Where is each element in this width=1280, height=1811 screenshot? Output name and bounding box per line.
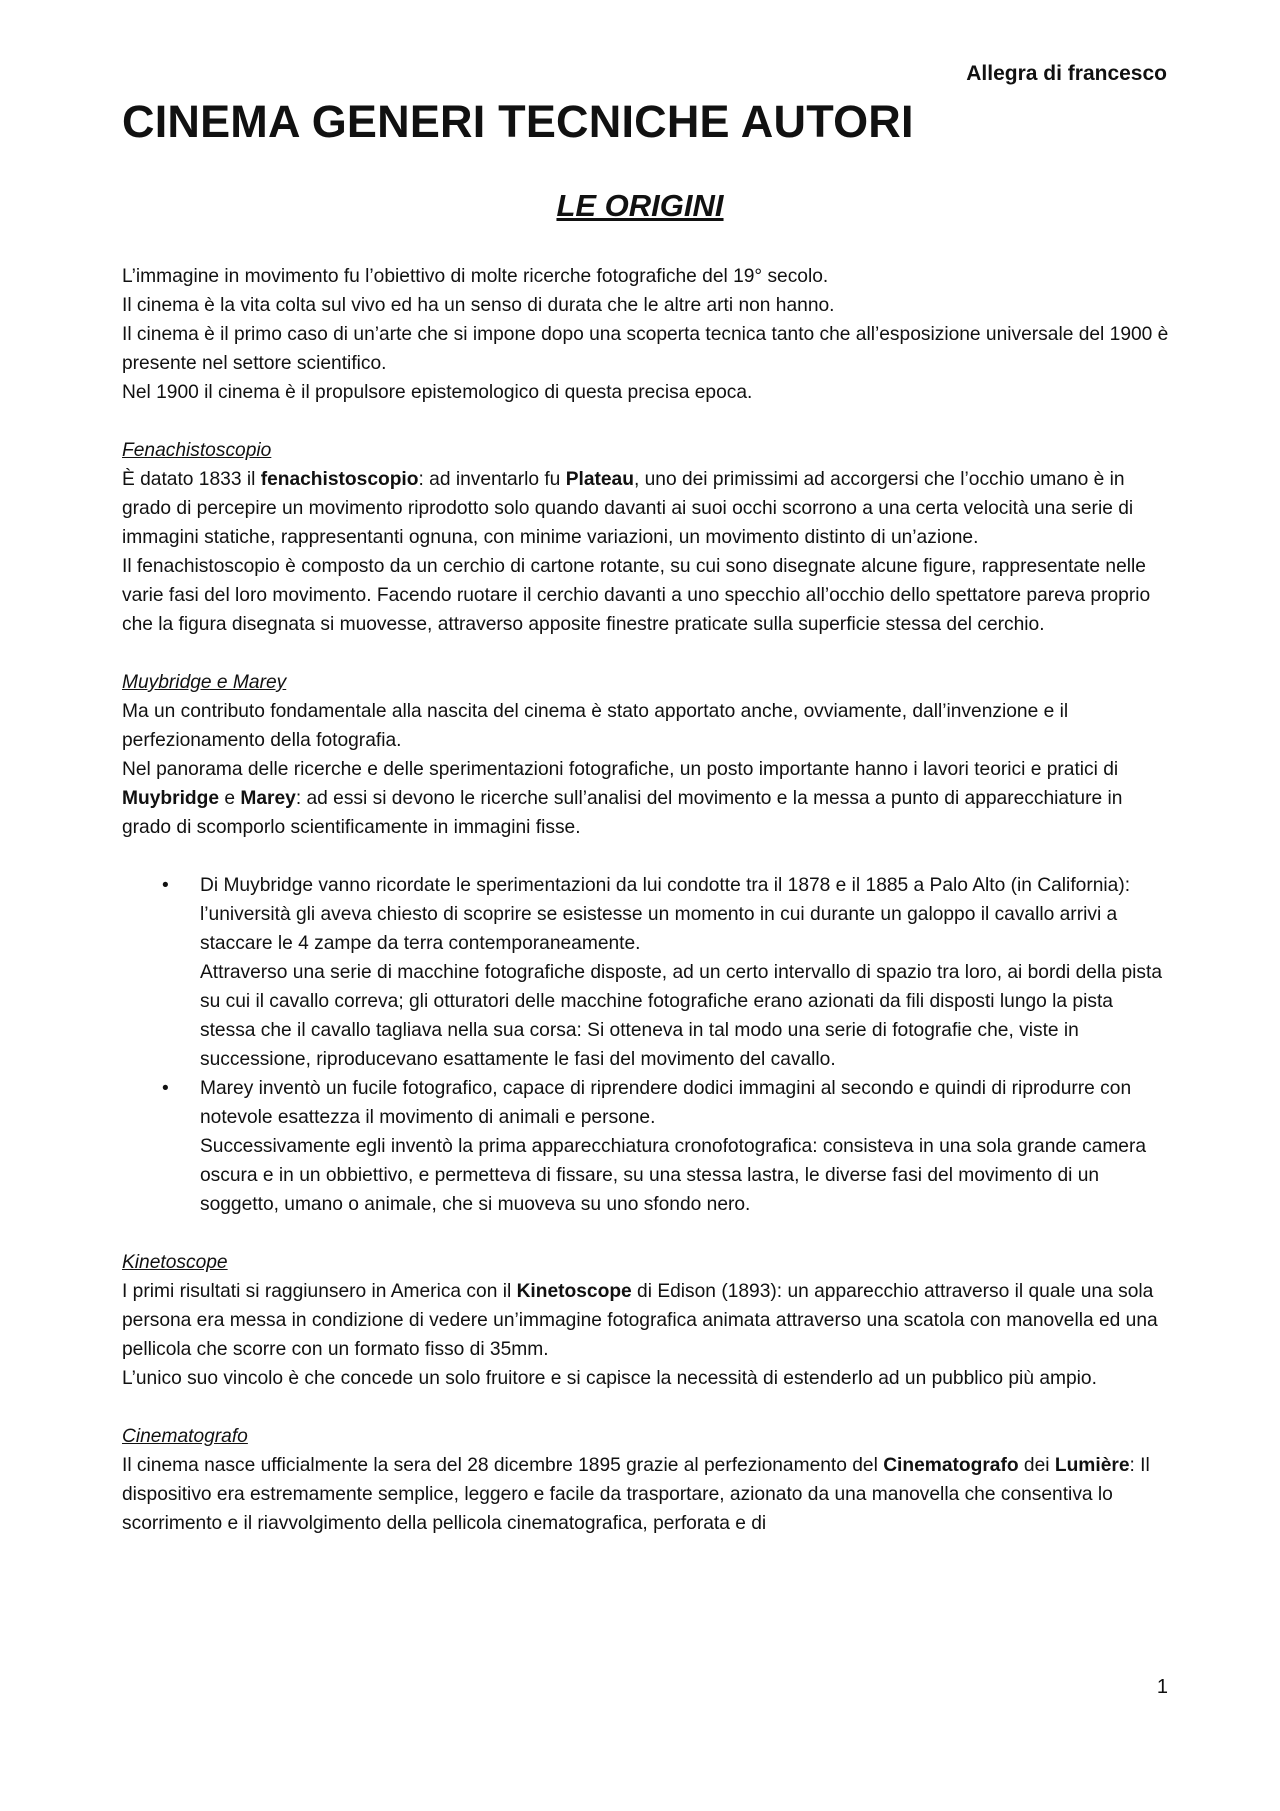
muybridge-paragraph-2 — [122, 755, 1172, 842]
bold-term: Kinetoscope — [516, 1281, 632, 1302]
fenachistoscopio-heading: Fenachistoscopio — [122, 440, 272, 461]
fenachistoscopio-paragraph-1 — [122, 465, 1172, 552]
bold-term: Cinematografo — [883, 1455, 1019, 1476]
text-run: : ad essi si devono le ricerche sull’analisi del movimento e la messa a punto di apparecchiature in grado di scomporlo scientificamente in immagini fisse. — [122, 788, 1123, 838]
bullet-text: Marey inventò un fucile fotografico, capace di riprendere dodici immagini al secondo e quindi di riprodurre con notevole esattezza il movimento di animali e persone. — [200, 1078, 1132, 1128]
list-item — [122, 1074, 1172, 1219]
list-item — [122, 871, 1172, 1074]
bullet-icon: • — [162, 875, 169, 896]
intro-line: Nel 1900 il cinema è il propulsore epistemologico di questa precisa epoca. — [122, 382, 753, 403]
muybridge-heading: Muybridge e Marey — [122, 672, 287, 693]
document-title: CINEMA GENERI TECNICHE AUTORI — [122, 96, 914, 147]
document-body — [122, 262, 1172, 1538]
bullet-text: Attraverso una serie di macchine fotografiche disposte, ad un certo intervallo di spazio tra loro, ai bordi della pista su cui il cavallo correva; gli otturatori delle macchine fotografiche erano azionati da fili disposti lungo la pista stessa che il cavallo tagliava nella sua corsa: Si otteneva in tal modo una serie di fotografie che, viste in successione, riproducevano esattamente le fasi del movimento del cavallo. — [200, 962, 1163, 1070]
intro-line: Il cinema è il primo caso di un’arte che si impone dopo una scoperta tecnica tanto che all’esposizione universale del 1900 è presente nel settore scientifico. — [122, 324, 1169, 374]
fenachistoscopio-paragraph-2: Il fenachistoscopio è composto da un cerchio di cartone rotante, su cui sono disegnate alcune figure, rappresentate nelle varie fasi del loro movimento. Facendo ruotare il cerchio davanti a uno specchio all’occhio dello spettatore pareva proprio che la figura disegnata si muovesse, attraverso apposite finestre praticate sulla superficie stessa del cerchio. — [122, 556, 1151, 635]
intro-line: Il cinema è la vita colta sul vivo ed ha un senso di durata che le altre arti non hanno. — [122, 295, 835, 316]
text-run: e — [219, 788, 241, 809]
author-name: Allegra di francesco — [966, 62, 1167, 85]
intro-line: L’immagine in movimento fu l’obiettivo di molte ricerche fotografiche del 19° secolo. — [122, 266, 829, 287]
kinetoscope-paragraph-2: L’unico suo vincolo è che concede un solo fruitore e si capisce la necessità di estenderlo ad un pubblico più ampio. — [122, 1368, 1097, 1389]
bold-term: Marey — [240, 788, 296, 809]
bold-term: Muybridge — [122, 788, 220, 809]
bullet-text: Di Muybridge vanno ricordate le sperimentazioni da lui condotte tra il 1878 e il 1885 a Palo Alto (in California): l’università gli aveva chiesto di scoprire se esistesse un momento in cui durante un galoppo il cavallo arrivi a staccare le 4 zampe da terra contemporaneamente. — [200, 875, 1131, 954]
text-run: : Il dispositivo era estremamente semplice, leggero e facile da trasportare, azionato da una manovella che consentiva lo scorrimento e il riavvolgimento della pellicola cinematografica, perforata e di — [122, 1455, 1150, 1534]
text-run: dei — [1018, 1455, 1055, 1476]
page-number: 1 — [1156, 1676, 1168, 1698]
kinetoscope-paragraph-1 — [122, 1277, 1172, 1364]
intro-paragraph — [122, 262, 1172, 407]
kinetoscope-heading: Kinetoscope — [122, 1252, 228, 1273]
text-run: Nel panorama delle ricerche e delle sperimentazioni fotografiche, un posto importante hanno i lavori teorici e pratici di — [122, 759, 1119, 780]
text-run: : ad inventarlo fu — [418, 469, 566, 490]
text-run: I primi risultati si raggiunsero in America con il — [122, 1281, 517, 1302]
muybridge-paragraph-1: Ma un contributo fondamentale alla nascita del cinema è stato apportato anche, ovviamente, dall’invenzione e il perfezionamento della fotografia. — [122, 701, 1069, 751]
text-run: È datato 1833 il — [122, 469, 261, 490]
cinematografo-paragraph-1 — [122, 1451, 1172, 1538]
text-run: , uno dei primissimi ad accorgersi che l’occhio umano è in grado di percepire un movimento riprodotto solo quando davanti ai suoi occhi scorrono a una certa velocità una serie di immagini statiche, rappresentanti ognuna, con minime variazioni, un movimento distinto di un’azione. — [122, 469, 1134, 548]
bold-term: Lumière — [1054, 1455, 1130, 1476]
section-title: LE ORIGINI — [556, 188, 724, 223]
bold-term: fenachistoscopio — [260, 469, 419, 490]
bullet-list — [122, 871, 1172, 1219]
bullet-text: Successivamente egli inventò la prima apparecchiatura cronofotografica: consisteva in una sola grande camera oscura e in un obbiettivo, e permetteva di fissare, su una stessa lastra, le diverse fasi del movimento di un soggetto, umano o animale, che si muoveva su uno sfondo nero. — [200, 1136, 1147, 1215]
cinematografo-heading: Cinematografo — [122, 1426, 248, 1447]
text-run: Il cinema nasce ufficialmente la sera del 28 dicembre 1895 grazie al perfezionamento del — [122, 1455, 884, 1476]
bullet-icon: • — [162, 1078, 169, 1099]
text-run: di Edison (1893): un apparecchio attraverso il quale una sola persona era messa in condizione di vedere un’immagine fotografica animata attraverso una scatola con manovella ed una pellicola che scorre con un formato fisso di 35mm. — [122, 1281, 1158, 1360]
bold-term: Plateau — [565, 469, 634, 490]
